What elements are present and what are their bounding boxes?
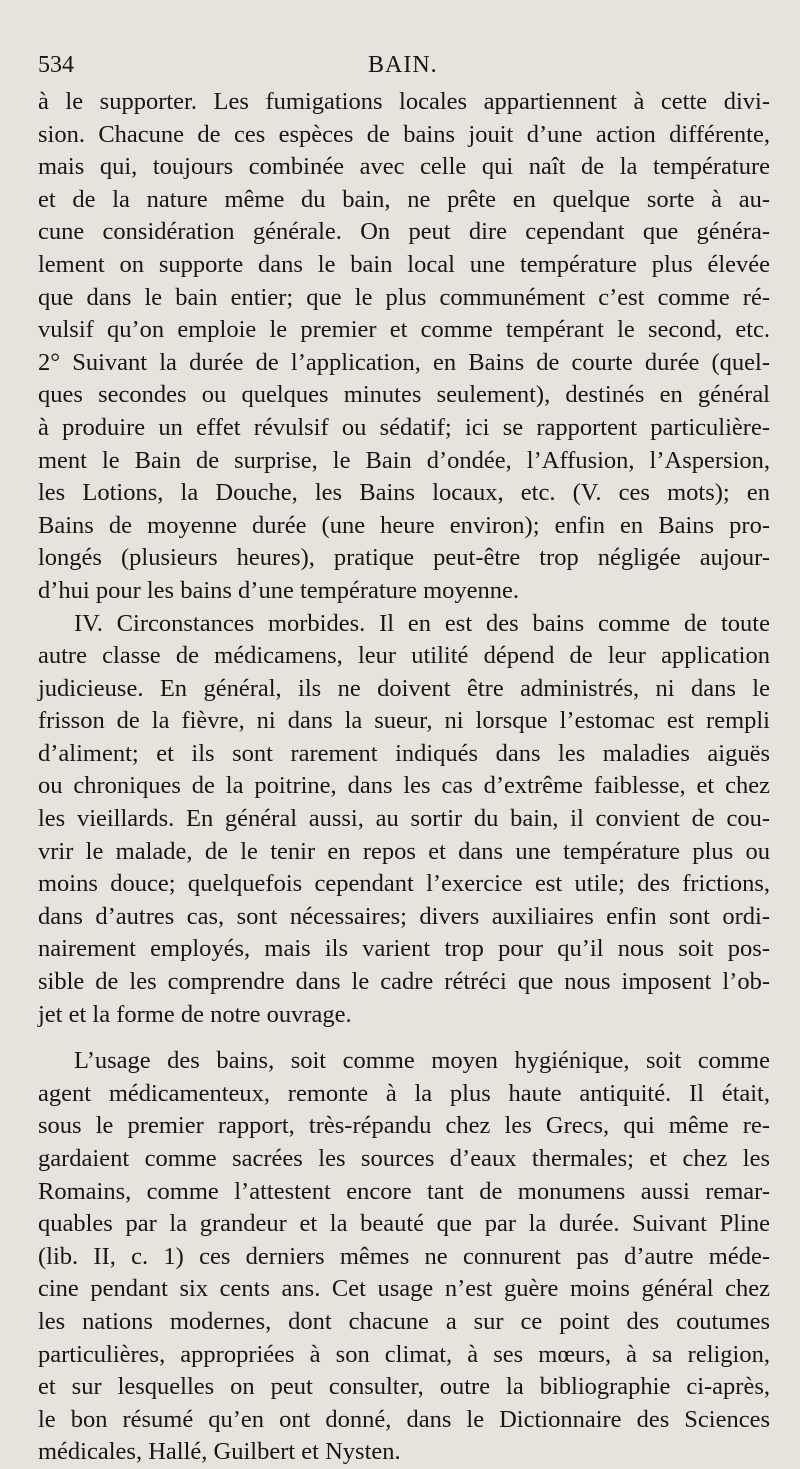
text-line: cine pendant six cents ans. Cet usage n’est guère moins général chez — [38, 1275, 770, 1303]
text-line: quables par la grandeur et la beauté que par la durée. Suivant Pline — [38, 1210, 770, 1238]
running-title: BAIN. — [368, 52, 438, 78]
text-line: nairement employés, mais ils varient trop pour qu’il nous soit pos- — [38, 935, 770, 963]
text-line: ou chroniques de la poitrine, dans les cas d’extrême faiblesse, et chez — [38, 772, 770, 800]
text-line: judicieuse. En général, ils ne doivent être administrés, ni dans le — [38, 674, 770, 702]
text-line: les nations modernes, dont chacune a sur ce point des coutumes — [38, 1307, 770, 1335]
running-head — [38, 50, 770, 86]
text-line: L’usage des bains, soit comme moyen hygiénique, soit comme — [74, 1047, 770, 1075]
text-line: que dans le bain entier; que le plus communément c’est comme ré- — [38, 283, 770, 311]
text-line: d’aliment; et ils sont rarement indiqués dans les maladies aiguës — [38, 739, 770, 767]
text-line: jet et la forme de notre ouvrage. — [38, 1000, 352, 1028]
paragraph-morbid-circumstances — [38, 608, 770, 1032]
text-line: sion. Chacune de ces espèces de bains jouit d’une action différente, — [38, 120, 770, 148]
text-line: et sur lesquelles on peut consulter, outre la bibliographie ci-après, — [38, 1373, 770, 1401]
text-line: médicales, Hallé, Guilbert et Nysten. — [38, 1438, 401, 1466]
text-line: les Lotions, la Douche, les Bains locaux, etc. (V. ces mots); en — [38, 479, 770, 507]
text-line: dans d’autres cas, sont nécessaires; divers auxiliaires enfin sont ordi- — [38, 902, 770, 930]
text-line: vulsif qu’on emploie le premier et comme tempérant le second, etc. — [38, 316, 770, 344]
text-line: sous le premier rapport, très-répandu chez les Grecs, qui même re- — [38, 1112, 770, 1140]
text-line: à le supporter. Les fumigations locales appartiennent à cette divi- — [38, 88, 770, 115]
text-line: agent médicamenteux, remonte à la plus haute antiquité. Il était, — [38, 1079, 770, 1107]
text-line: d’hui pour les bains d’une température moyenne. — [38, 576, 520, 604]
text-line: cune considération générale. On peut dire cependant que généra- — [38, 218, 770, 246]
text-line: lement on supporte dans le bain local une température plus élevée — [38, 250, 770, 278]
text-line: sible de les comprendre dans le cadre rétréci que nous imposent l’ob- — [38, 968, 770, 996]
text-line: vrir le malade, de le tenir en repos et dans une température plus ou — [38, 837, 770, 865]
text-line: les vieillards. En général aussi, au sortir du bain, il convient de cou- — [38, 805, 770, 833]
text-line: longés (plusieurs heures), pratique peut-être trop négligée aujour- — [38, 544, 770, 572]
text-line: et de la nature même du bain, ne prête en quelque sorte à au- — [38, 185, 770, 213]
page-number: 534 — [38, 52, 74, 78]
text-line: Bains de moyenne durée (une heure environ); enfin en Bains pro- — [38, 511, 770, 539]
text-line: (lib. II, c. 1) ces derniers mêmes ne connurent pas d’autre méde- — [38, 1242, 770, 1270]
text-line: particulières, appropriées à son climat, à ses mœurs, à sa religion, — [38, 1340, 770, 1368]
text-line: moins douce; quelquefois cependant l’exercice est utile; des frictions, — [38, 870, 770, 898]
paragraph-history-of-baths — [38, 1045, 770, 1469]
text-line: ment le Bain de surprise, le Bain d’ondée, l’Affusion, l’Aspersion, — [38, 446, 770, 474]
text-line: autre classe de médicamens, leur utilité dépend de leur application — [38, 642, 770, 670]
text-line: IV. Circonstances morbides. Il en est des bains comme de toute — [74, 609, 770, 637]
text-line: ques secondes ou quelques minutes seulement), destinés en général — [38, 381, 770, 409]
paragraph-bath-types — [38, 86, 770, 608]
text-line: le bon résumé qu’en ont donné, dans le Dictionnaire des Sciences — [38, 1405, 770, 1433]
text-line: Romains, comme l’attestent encore tant de monumens aussi remar- — [38, 1177, 770, 1205]
text-line: 2° Suivant la durée de l’application, en Bains de courte durée (quel- — [38, 348, 770, 376]
text-line: à produire un effet révulsif ou sédatif; ici se rapportent particulière- — [38, 413, 770, 441]
text-line: frisson de la fièvre, ni dans la sueur, ni lorsque l’estomac est rempli — [38, 707, 770, 735]
text-line: gardaient comme sacrées les sources d’eaux thermales; et chez les — [38, 1145, 770, 1172]
text-line: mais qui, toujours combinée avec celle qui naît de la température — [38, 153, 770, 181]
